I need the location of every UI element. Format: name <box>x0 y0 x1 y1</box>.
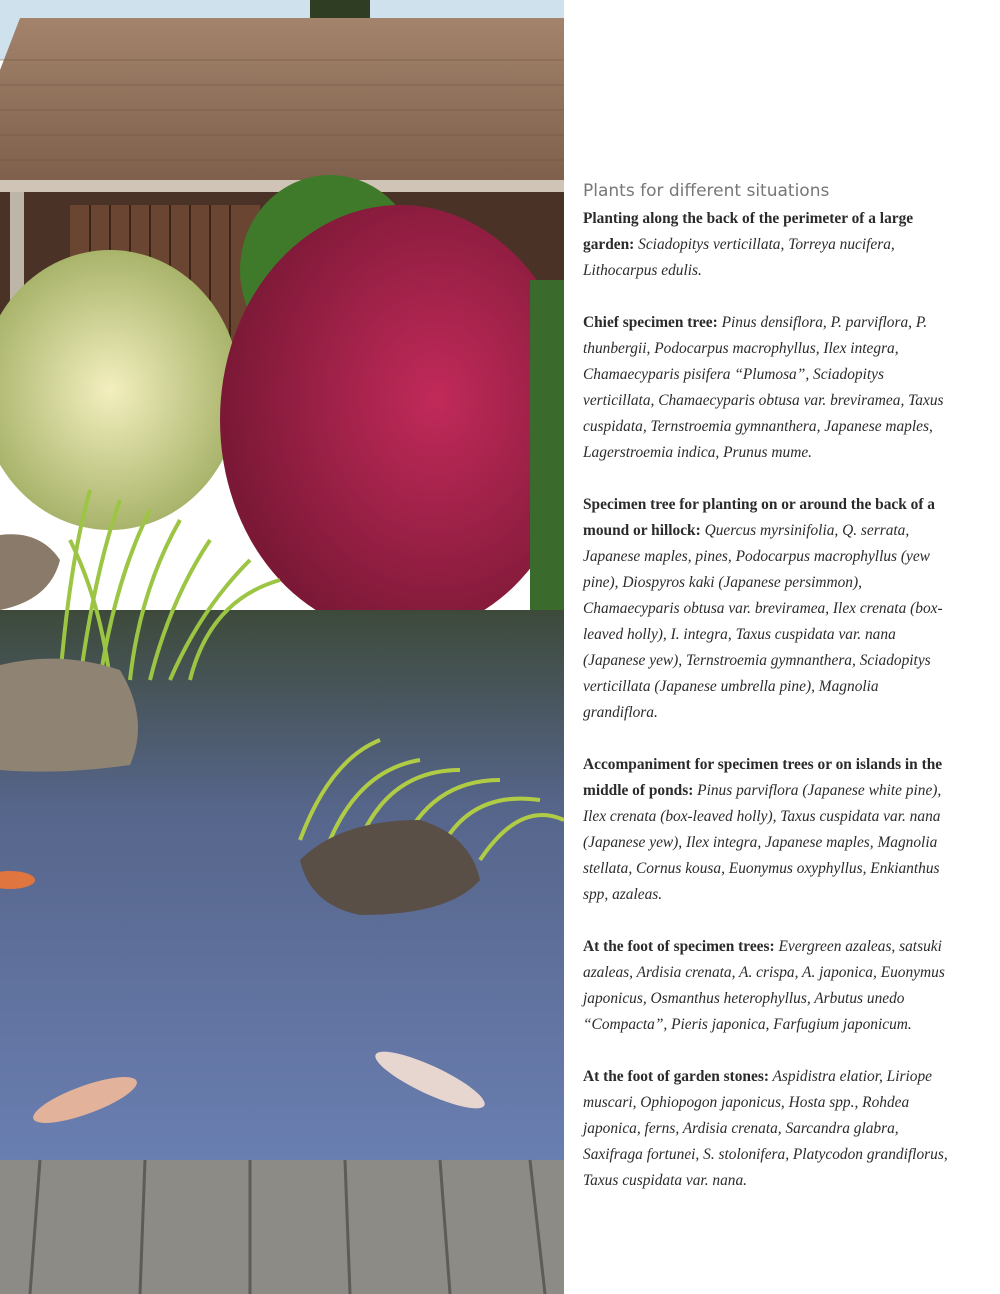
red-japanese-maple <box>220 205 564 635</box>
situation-foot-of-stones <box>583 1064 953 1194</box>
plant-names: Quercus myrsinifolia, Q. serrata, Japanese maples, pines, Podocarpus macrophyllus (yew pine), Diospyros kaki (Japanese persimmon), Chamaecyparis obtusa var. breviramea, Ilex crenata (box-leaved holly), I. integra, Taxus cuspidata var. nana (Japanese yew), Ternstroemia gymnanthera, Sciadopitys verticillata (Japanese umbrella pine), Magnolia grandiflora. <box>583 522 943 721</box>
plant-names: Sciadopitys verticillata, Torreya nucifera, Lithocarpus edulis. <box>583 236 895 279</box>
situation-title: Specimen tree for planting on or around the back of a mound or hillock: <box>583 496 936 539</box>
rock-upper-left <box>0 534 60 610</box>
situation-foot-of-trees <box>583 934 953 1038</box>
situation-title: At the foot of garden stones: <box>583 1068 769 1085</box>
tree-top <box>310 0 370 18</box>
plant-names: Aspidistra elatior, Liriope muscari, Ophiopogon japonicus, Hosta spp., Rohdea japonica, ferns, Ardisia crenata, Sarcandra glabra, Saxifraga fortunei, S. stolonifera, Platycodon grandiflorus, Taxus cuspidata var. nana. <box>583 1068 948 1189</box>
situation-chief-specimen <box>583 310 953 466</box>
rock-left <box>0 659 138 772</box>
situation-title: At the foot of specimen trees: <box>583 938 775 955</box>
plant-names: Pinus densiflora, P. parviflora, P. thunbergii, Podocarpus macrophyllus, Ilex integra, Chamaecyparis pisifera “Plumosa”, Sciadopitys verticillata, Chamaecyparis obtusa var. breviramea, Taxus cuspidata, Ternstroemia gymnanthera, Japanese maples, Lagerstroemia indica, Prunus mume. <box>583 314 944 461</box>
wooden-deck <box>0 1160 564 1294</box>
situation-islands <box>583 752 953 908</box>
situation-title: Chief specimen tree: <box>583 314 718 331</box>
plant-list-column <box>583 178 953 1220</box>
situation-title: Accompaniment for specimen trees or on islands in the middle of ponds: <box>583 756 943 799</box>
situation-title: Planting along the back of the perimeter of a large garden: <box>583 210 914 253</box>
section-heading: Plants for different situations <box>583 181 830 201</box>
plant-names: Pinus parviflora (Japanese white pine), Ilex crenata (box-leaved holly), Taxus cuspidata var. nana (Japanese yew), Ilex integra, Japanese maples, Magnolia stellata, Cornus kousa, Euonymus oxyphyllus, Enkianthus spp, azaleas. <box>583 782 942 903</box>
plant-names: Evergreen azaleas, satsuki azaleas, Ardisia crenata, A. crispa, A. japonica, Euonymus japonicus, Osmanthus heterophyllus, Arbutus unedo “Compacta”, Pieris japonica, Farfugium japonicum. <box>583 938 945 1033</box>
situation-mound <box>583 492 953 726</box>
situation-perimeter <box>583 206 953 284</box>
